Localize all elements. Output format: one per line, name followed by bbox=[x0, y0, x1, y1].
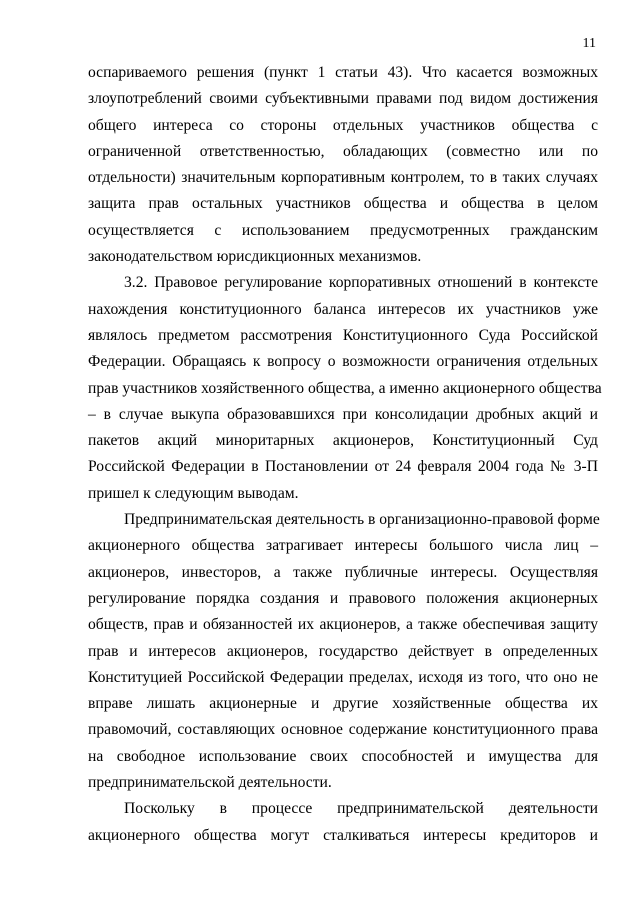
text-line: акционерного общества могут сталкиваться интересы кредиторов и bbox=[88, 826, 598, 844]
text-line: отдельности) значительным корпоративным контролем, то в таких случаях bbox=[88, 169, 598, 187]
text-line: акционеров, инвесторов, а также публичные интересы. Осуществляя bbox=[88, 563, 598, 581]
text-line: общего интереса со стороны отдельных участников общества с bbox=[88, 116, 598, 134]
text-line: на свободное использование своих способностей и имущества для bbox=[88, 747, 598, 765]
text-line: 3.2. Правовое регулирование корпоративных отношений в контексте bbox=[124, 274, 598, 292]
text-line: Федерации. Обращаясь к вопросу о возможности ограничения отдельных bbox=[88, 353, 598, 371]
text-line: предпринимательской деятельности. bbox=[88, 774, 332, 792]
text-line: нахождения конституционного баланса интересов их участников уже bbox=[88, 300, 598, 318]
text-line: защита прав остальных участников общества и общества в целом bbox=[88, 195, 598, 213]
text-line: осуществляется с использованием предусмотренных гражданским bbox=[88, 221, 598, 239]
text-line: вправе лишать акционерные и другие хозяйственные общества их bbox=[88, 695, 598, 713]
text-line: Поскольку в процессе предпринимательской деятельности bbox=[124, 800, 598, 818]
text-line: оспариваемого решения (пункт 1 статьи 43). Что касается возможных bbox=[88, 64, 598, 81]
text-line: злоупотреблений своими субъективными правами под видом достижения bbox=[88, 90, 598, 108]
text-line: акционерного общества затрагивает интересы большого числа лиц – bbox=[88, 537, 598, 555]
text-line: являлось предметом рассмотрения Конституционного Суда Российской bbox=[88, 326, 598, 344]
text-line: законодательством юрисдикционных механизмов. bbox=[88, 248, 422, 266]
text-line: пакетов акций миноритарных акционеров, Конституционный Суд bbox=[88, 432, 598, 450]
text-line: прав участников хозяйственного общества, а именно акционерного общества bbox=[88, 379, 602, 397]
text-line: правомочий, составляющих основное содержание конституционного права bbox=[88, 721, 598, 739]
text-line: обществ, прав и обязанностей их акционеров, а также обеспечивая защиту bbox=[88, 616, 598, 634]
text-line: Конституцией Российской Федерации пределах, исходя из того, что оно не bbox=[88, 668, 598, 686]
page-number: 11 bbox=[582, 36, 596, 51]
text-line: ограниченной ответственностью, обладающих (совместно или по bbox=[88, 142, 598, 160]
text-line: прав и интересов акционеров, государство действует в определенных bbox=[88, 642, 598, 660]
text-line: регулирование порядка создания и правового положения акционерных bbox=[88, 589, 598, 607]
text-line: Предпринимательская деятельность в организационно-правовой форме bbox=[124, 511, 600, 529]
text-line: пришел к следующим выводам. bbox=[88, 484, 299, 502]
text-line: Российской Федерации в Постановлении от 24 февраля 2004 года № 3-П bbox=[88, 458, 598, 476]
text-line: – в случае выкупа образовавшихся при консолидации дробных акций и bbox=[88, 405, 598, 423]
document-body bbox=[88, 60, 602, 849]
